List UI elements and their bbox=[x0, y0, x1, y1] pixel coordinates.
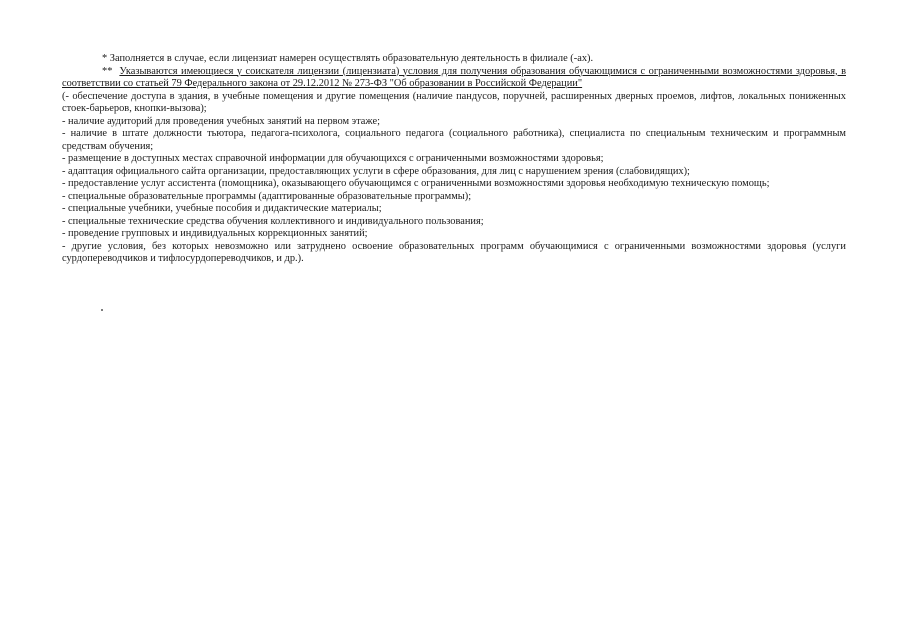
footnote-marker: ** bbox=[102, 65, 113, 77]
stray-dot bbox=[101, 309, 103, 311]
condition-item: - предоставление услуг ассистента (помощника), оказывающего обучающимся с ограниченными возможностями здоровья необходимую техническую помощь; bbox=[62, 178, 770, 189]
footnote-double-asterisk bbox=[62, 66, 846, 91]
condition-item: - проведение групповых и индивидуальных коррекционных занятий; bbox=[62, 228, 368, 239]
condition-item: - наличие в штате должности тьютора, педагога-психолога, социального педагога (социального работника), специалиста по специальным техническим и программным средствам обучения; bbox=[62, 128, 846, 152]
condition-item: - специальные технические средства обучения коллективного и индивидуального пользования; bbox=[62, 215, 484, 227]
footnote-single-asterisk: * Заполняется в случае, если лицензиат намерен осуществлять образовательную деятельность в филиале (-ах). bbox=[102, 53, 594, 64]
condition-item: - специальные учебники, учебные пособия и дидактические материалы; bbox=[62, 203, 382, 214]
condition-item: - наличие аудиторий для проведения учебных занятий на первом этаже; bbox=[62, 115, 380, 127]
condition-item: - другие условия, без которых невозможно или затруднено освоение образовательных программ обучающимися с ограниченными возможностями здоровья (услуги сурдопереводчиков и тифлосурдопереводчиков, и др.). bbox=[62, 240, 846, 264]
condition-item: - размещение в доступных местах справочной информации для обучающихся с ограниченными возможностями здоровья; bbox=[62, 153, 604, 164]
footnotes-block bbox=[62, 53, 846, 266]
footnote-access-note: (- обеспечение доступа в здания, в учебные помещения и другие помещения (наличие пандусов, поручней, расширенных дверных проемов, лифтов, локальных пониженных стоек-барьеров, кнопки-вызова); bbox=[62, 90, 846, 114]
condition-item: - специальные образовательные программы (адаптированные образовательные программы); bbox=[62, 190, 472, 202]
condition-item: - адаптация официального сайта организации, предоставляющих услуги в сфере образования, для лиц с нарушением зрения (слабовидящих); bbox=[62, 165, 690, 177]
footnote-underlined-text: Указываются имеющиеся у соискателя лицензии (лицензиата) условия для получения образования обучающимися с ограниченными возможностями здоровья, в соответствии со статьей 79 Федерального закона от 29.12.2012 № 273-ФЗ "Об образовании в Российской Федерации" bbox=[62, 65, 846, 89]
